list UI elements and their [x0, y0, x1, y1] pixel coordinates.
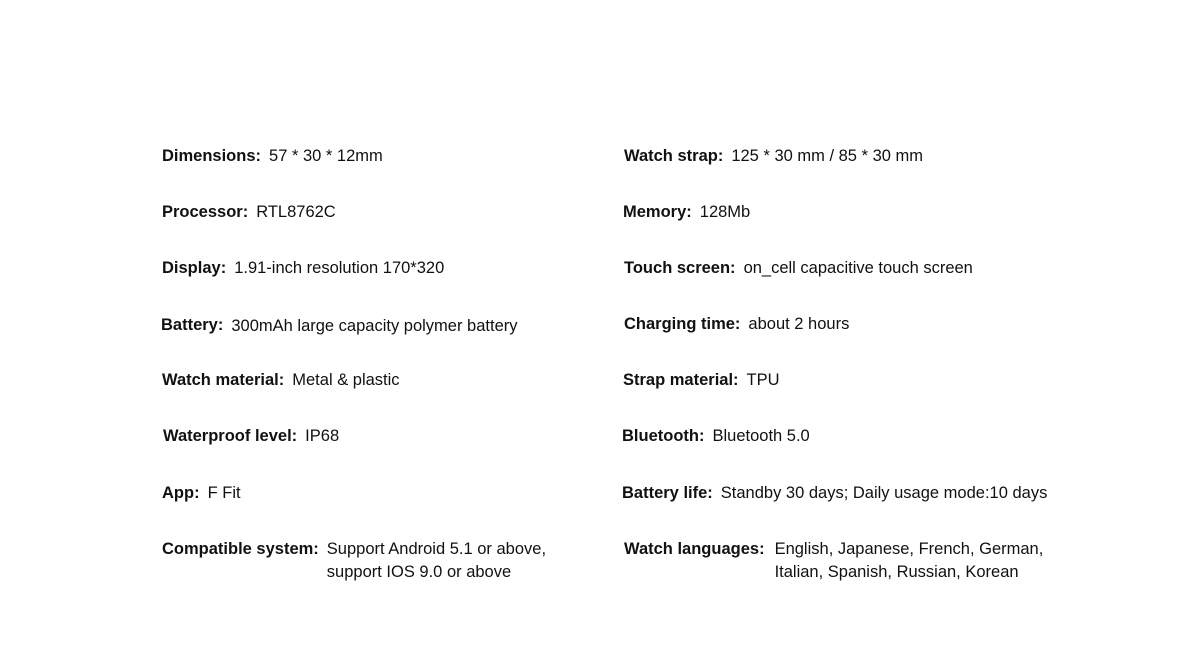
spec-label: Watch strap: [624, 147, 724, 165]
spec-value: Bluetooth 5.0 [712, 427, 810, 445]
spec-charging-time [624, 313, 849, 336]
spec-value: IP68 [305, 427, 340, 445]
spec-value: 128Mb [699, 203, 751, 221]
spec-label: Dimensions: [162, 147, 262, 165]
spec-value: about 2 hours [748, 315, 850, 333]
spec-value: 1.91-inch resolution 170*320 [234, 259, 445, 277]
spec-value: Standby 30 days; Daily usage mode:10 days [720, 484, 1048, 502]
spec-value: F Fit [207, 484, 241, 502]
spec-value: on_cell capacitive touch screen [743, 259, 973, 277]
spec-value: English, Japanese, French, German, Italian, Spanish, Russian, Korean [774, 540, 1044, 581]
spec-label: Bluetooth: [622, 427, 705, 445]
spec-label: App: [162, 484, 200, 502]
spec-display [162, 257, 444, 280]
spec-label: Compatible system: [162, 540, 319, 558]
spec-label: Battery life: [622, 484, 713, 502]
spec-label: Display: [162, 259, 227, 277]
spec-memory [623, 201, 750, 224]
spec-label: Touch screen: [624, 259, 736, 277]
spec-label: Watch material: [162, 371, 285, 389]
spec-watch-languages [624, 538, 1043, 584]
spec-battery [161, 314, 518, 338]
spec-value: 300mAh large capacity polymer battery [231, 317, 518, 335]
spec-dimensions [162, 145, 383, 168]
spec-label: Battery: [161, 316, 224, 334]
spec-label: Waterproof level: [163, 427, 298, 445]
spec-processor [162, 201, 336, 224]
spec-label: Charging time: [624, 315, 741, 333]
spec-waterproof-level [163, 425, 339, 448]
spec-value: 57 * 30 * 12mm [269, 147, 383, 165]
spec-value: Support Android 5.1 or above, support IOS 9.0 or above [326, 540, 547, 581]
spec-strap-material [623, 369, 780, 392]
spec-battery-life [622, 482, 1047, 505]
spec-value: RTL8762C [256, 203, 336, 221]
spec-compatible-system [162, 538, 546, 584]
spec-touch-screen [624, 257, 973, 280]
spec-watch-material [162, 369, 400, 392]
spec-value: Metal & plastic [292, 371, 400, 389]
spec-label: Memory: [623, 203, 692, 221]
spec-label: Processor: [162, 203, 249, 221]
spec-value: TPU [746, 371, 780, 389]
spec-app [162, 482, 241, 505]
spec-value: 125 * 30 mm / 85 * 30 mm [731, 147, 923, 165]
spec-label: Strap material: [623, 371, 739, 389]
spec-bluetooth [622, 425, 810, 448]
spec-watch-strap [624, 145, 923, 168]
spec-label: Watch languages: [624, 540, 765, 558]
